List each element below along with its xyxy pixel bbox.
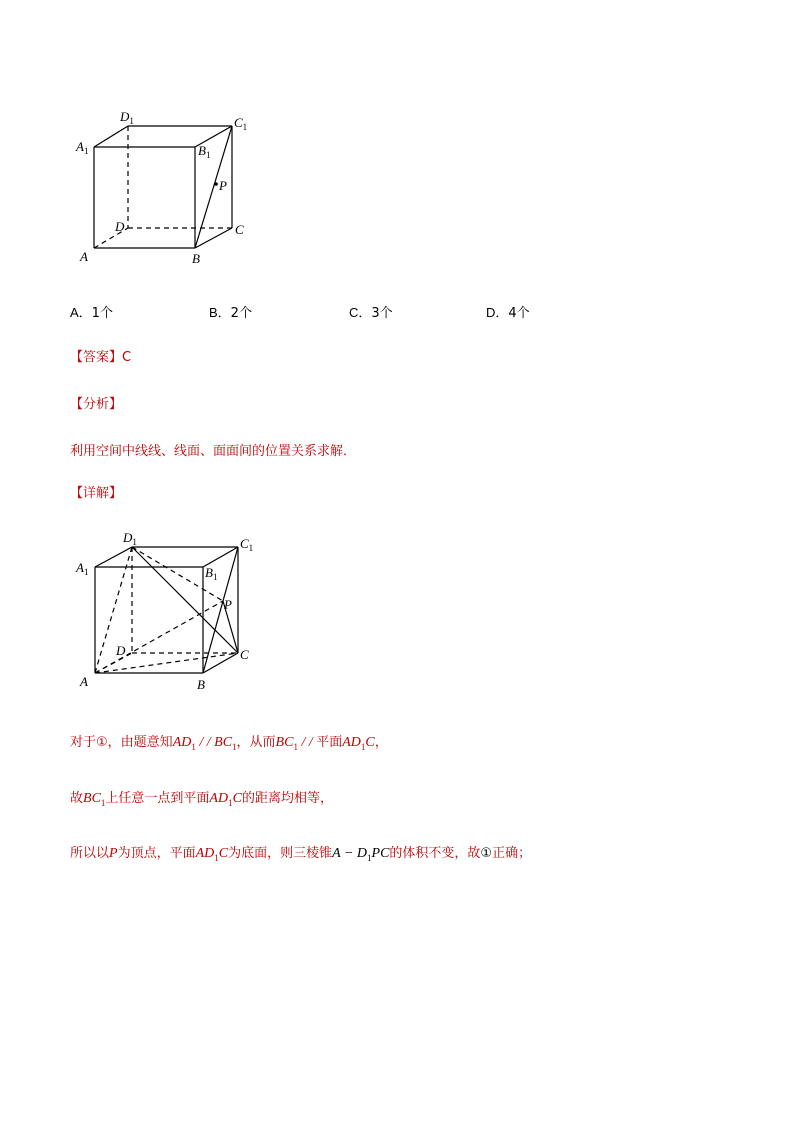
choice-b: B．2个 [209, 305, 252, 321]
label-C1: $C_1$ [240, 536, 254, 553]
edge-A1-D1 [95, 547, 132, 567]
label-B: B [197, 677, 205, 692]
label-A: A [80, 674, 88, 689]
analysis-text: 利用空间中线线、线面、面面间的位置关系求解． [70, 444, 357, 459]
answer-choices [70, 302, 670, 322]
label-D1: $D_1$ [123, 530, 137, 547]
choice-c: C．3个 [349, 305, 393, 321]
math-AD1C: $AD_1C$ [195, 846, 229, 863]
analysis-label: 【分析】 [70, 397, 123, 412]
solution-line-3: 所以以P为顶点，平面$AD_1C$为底面，则三棱锥$A - D_1PC$的体积不变，故①正确； [70, 846, 532, 863]
detail-label: 【详解】 [70, 486, 123, 501]
label-P: P [219, 178, 227, 193]
label-A1: $A_1$ [76, 560, 89, 577]
math-BC1: $BC_1$ [83, 791, 106, 808]
label-D1: $D_1$ [120, 109, 134, 126]
solution-line-1: 对于①，由题意知$AD_1$ / / $BC_1$，从而$BC_1$ / / 平面$AD_1C$， [70, 735, 388, 752]
label-C: C [240, 647, 249, 662]
circled-one: ① [480, 846, 493, 861]
solution-line-2: 故$BC_1$上任意一点到平面$AD_1C$的距离均相等， [70, 791, 333, 808]
math-BC1-parallel: $BC_1$ / / [275, 735, 317, 752]
math-pyramid-A-D1PC: $A - D_1PC$ [332, 846, 390, 863]
answer-line [70, 346, 131, 365]
label-B1: $B_1$ [205, 565, 218, 582]
math-AD1-parallel-BC1: $AD_1$ / / $BC_1$ [172, 735, 237, 752]
label-C: C [235, 222, 244, 237]
hidden-segment-A-D1 [95, 547, 132, 673]
point-P [214, 182, 218, 186]
label-C1: $C_1$ [234, 115, 248, 132]
answer-value: C [122, 350, 132, 365]
cube-figure-1 [70, 100, 270, 270]
cube-figure-2 [70, 525, 270, 700]
label-D: D [116, 643, 126, 658]
label-P: P [224, 597, 232, 612]
answer-label: 【答案】 [70, 350, 123, 365]
circled-one: ① [96, 735, 108, 750]
choice-a: A．1个 [70, 305, 113, 321]
label-B: B [192, 251, 200, 266]
edge-A1-D1 [94, 126, 128, 147]
segment-D1-C [132, 547, 238, 653]
label-A: A [80, 249, 88, 264]
math-P: P [109, 846, 118, 861]
label-B1: $B_1$ [198, 143, 211, 160]
math-AD1C: $AD_1C$ [209, 791, 242, 808]
choice-d: D．4个 [486, 305, 530, 321]
label-D: D [115, 219, 125, 234]
math-AD1C: $AD_1C$ [342, 735, 375, 752]
label-A1: $A_1$ [76, 139, 89, 156]
hidden-segment-A-P [95, 601, 223, 673]
